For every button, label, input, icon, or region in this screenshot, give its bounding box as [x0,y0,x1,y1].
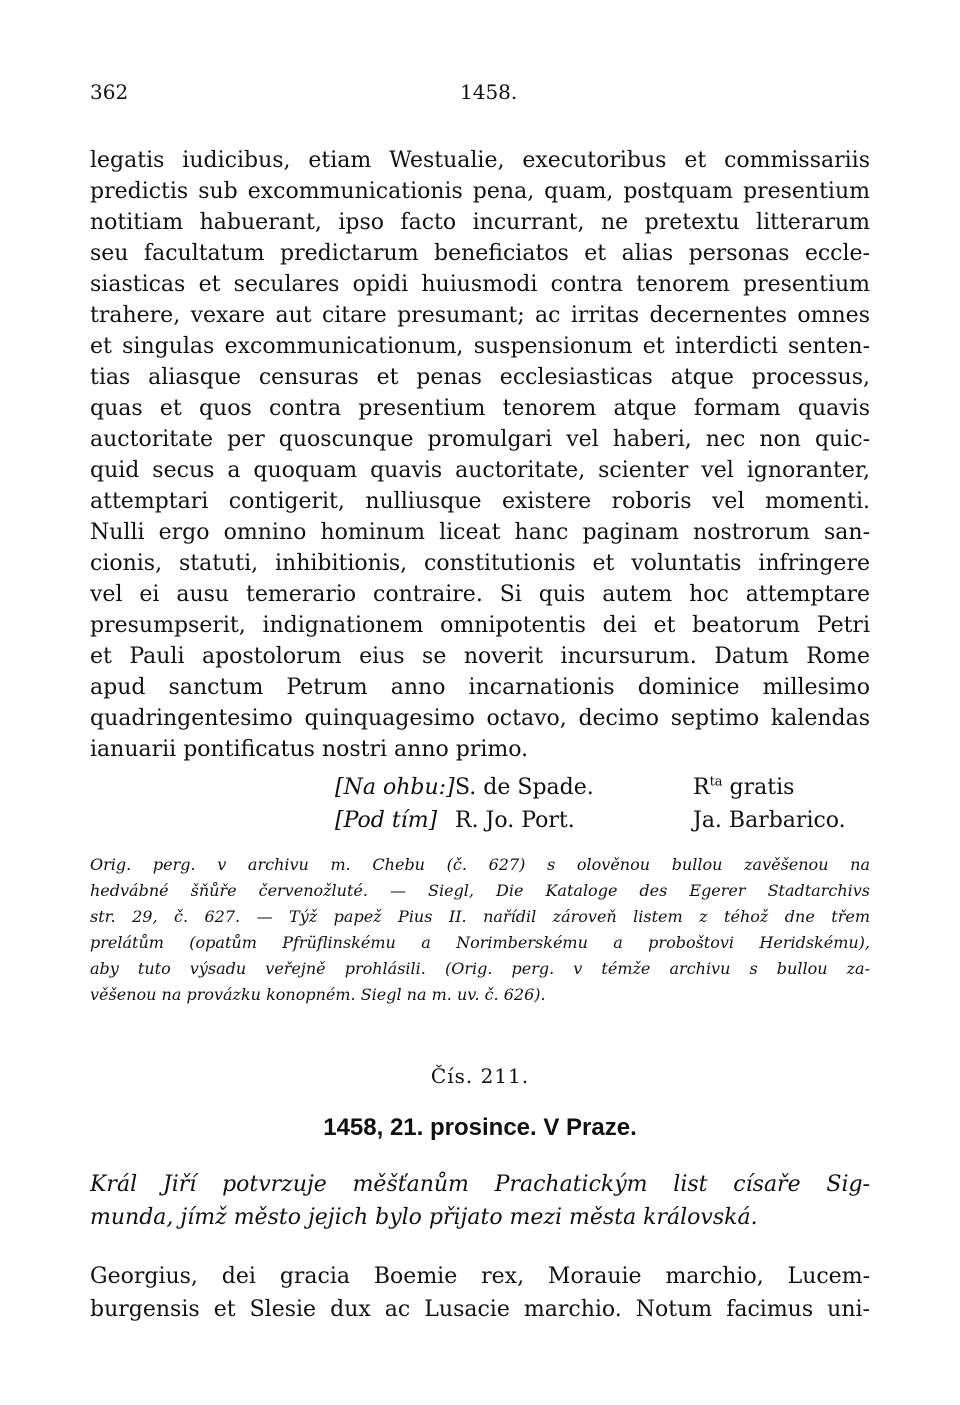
body-line: quadringentesimo quinquagesimo octavo, decimo septimo kalendas [90,706,870,731]
summary-line: munda, jímž město jejich bylo přijato mezi města královská. [90,1205,758,1230]
note-line: hedvábné šňůře červenožluté. — Siegl, Die Kataloge des Egerer Stadtarchivs [90,881,870,900]
opening-line: burgensis et Slesie dux ac Lusacie marchio. Notum facimus uni- [90,1297,870,1322]
body-line: et Pauli apostolorum eius se noverit incursurum. Datum Rome [90,644,870,669]
signature-name: R. Jo. Port. [455,808,575,833]
signature-label: [Na ohbu:] [335,775,455,800]
body-line: tias aliasque censuras et penas ecclesiasticas atque processus, [90,365,870,390]
signature-right-main: Ja. Barbarico. [693,808,846,833]
document-opening [90,1260,870,1326]
body-line: quas et quos contra presentium tenorem atque formam quavis [90,396,870,421]
signature-name: S. de Spade. [455,775,594,800]
body-line: siasticas et seculares opidi huiusmodi contra tenorem presentium [90,272,870,297]
note-line: aby tuto výsadu veřejně prohlásili. (Orig. perg. v témže archivu s bullou za- [90,959,870,978]
body-line: notitiam habuerant, ipso facto incurrant, ne pretextu litterarum [90,210,870,235]
signature-right [693,772,794,804]
signature-row [0,805,960,837]
body-line: apud sanctum Petrum anno incarnationis dominice millesimo [90,675,870,700]
note-line: věšenou na provázku konopném. Siegl na m. uv. č. 626). [90,985,546,1004]
opening-line: Georgius, dei gracia Boemie rex, Morauie marchio, Lucem- [90,1264,870,1289]
body-line: predictis sub excommunicationis pena, quam, postquam presentium [90,179,870,204]
page-header [90,80,870,110]
signature-row [0,772,960,804]
body-line: Nulli ergo omnino hominum liceat hanc paginam nostrorum san- [90,520,870,545]
body-line: attemptari contigerit, nulliusque existere roboris vel momenti. [90,489,870,514]
body-line: ianuarii pontificatus nostri anno primo. [90,737,529,762]
body-line: et singulas excommunicationum, suspensionum et interdicti senten- [90,334,870,359]
body-text [90,145,870,765]
signature-label: [Pod tím] [335,808,438,833]
body-line: presumpserit, indignationem omnipotentis dei et beatorum Petri [90,613,870,638]
body-line: auctoritate per quoscunque promulgari vel haberi, nec non quic- [90,427,870,452]
body-line: trahere, vexare aut citare presumant; ac irritas decernentes omnes [90,303,870,328]
body-line: cionis, statuti, inhibitionis, constitutionis et voluntatis infringere [90,551,870,576]
summary-line: Král Jiří potvrzuje měšťanům Prachatickým list císaře Sig- [90,1172,870,1197]
body-line: vel ei ausu temerario contraire. Si quis autem hoc attemptare [90,582,870,607]
body-line: legatis iudicibus, etiam Westualie, executoribus et commissariis [90,148,870,173]
signature-right-sup: ta [709,774,723,790]
running-head-year: 1458. [460,80,518,104]
body-line: seu facultatum predictarum beneficiatos et alias personas eccle- [90,241,870,266]
body-line: quid secus a quoquam quavis auctoritate, scienter vel ignoranter, [90,458,870,483]
page-number: 362 [90,80,129,104]
document-date: 1458, 21. prosince. V Praze. [323,1114,637,1141]
signature-right-rest: gratis [722,775,795,800]
note-line: Orig. perg. v archivu m. Chebu (č. 627) s olověnou bullou zavěšenou na [90,855,870,874]
document-number: Čís. 211. [430,1064,530,1088]
note-line: prelátům (opatům Pfrüflinskému a Norimberskému a proboštovi Heridskému), [90,933,870,952]
signature-right-main: R [693,775,710,800]
archival-note [90,852,870,1008]
signature-right [693,805,846,837]
document-summary [90,1168,870,1234]
note-line: str. 29, č. 627. — Týž papež Pius II. nařídil zároveň listem z téhož dne třem [90,907,870,926]
